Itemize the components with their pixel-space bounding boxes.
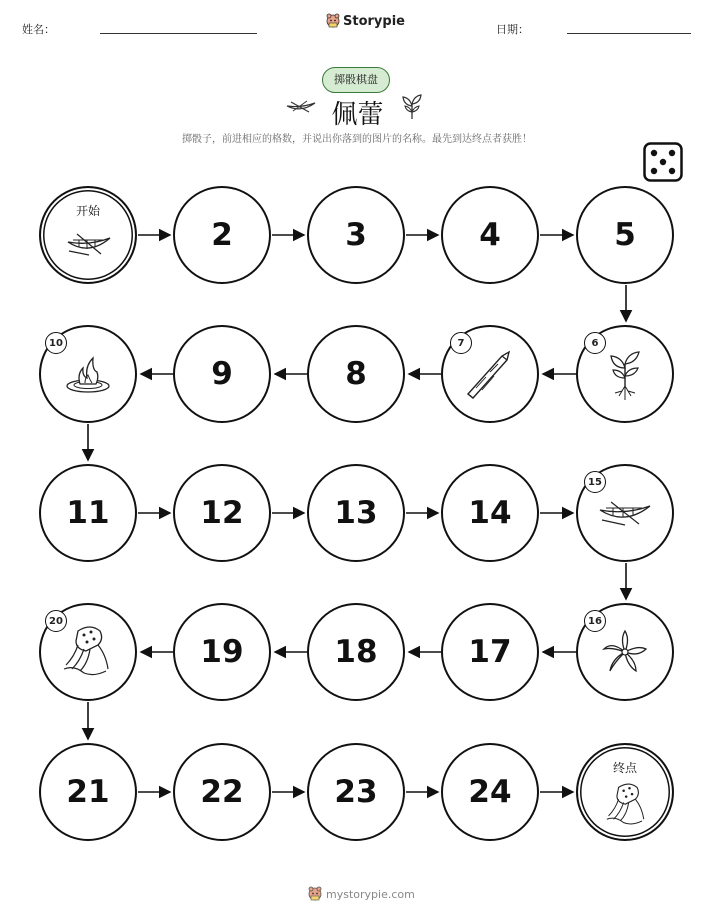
cell-number: 13 [334, 495, 378, 531]
board-cell-22[interactable] [173, 743, 271, 841]
start-label: 开始 [75, 204, 100, 218]
stick-icon [462, 346, 518, 402]
campfire-icon [63, 354, 113, 394]
board-cell-23[interactable] [307, 743, 405, 841]
storypie-mascot-icon [308, 886, 322, 902]
board-cell-3[interactable] [307, 186, 405, 284]
cell-number: 2 [211, 217, 233, 253]
cell-number: 14 [468, 495, 512, 531]
cell-number: 23 [334, 774, 378, 810]
board-cell-24[interactable] [441, 743, 539, 841]
cell-number: 12 [200, 495, 244, 531]
cell-number: 11 [66, 495, 110, 531]
instructions: 掷骰子，前进相应的格数，并说出你落到的图片的名称。最先到达终点者获胜！ [182, 134, 532, 145]
brand-name: Storypie [343, 13, 405, 29]
cell-number: 22 [200, 774, 244, 810]
waterfall-icon [602, 779, 652, 831]
board-cell-13[interactable] [307, 464, 405, 562]
cell-number: 17 [468, 634, 512, 670]
flower-icon [602, 629, 648, 675]
canoe-icon [65, 230, 113, 258]
cell-number: 4 [479, 217, 501, 253]
board-cell-5[interactable] [576, 186, 674, 284]
picture-badge-20: 20 [45, 610, 67, 632]
waterfall-icon [60, 621, 116, 683]
board-cell-12[interactable] [173, 464, 271, 562]
board-cell-14[interactable] [441, 464, 539, 562]
board-cell-21[interactable] [39, 743, 137, 841]
footer-url[interactable]: mystorypie.com [326, 887, 415, 901]
cell-number: 19 [200, 634, 244, 670]
cell-number: 18 [334, 634, 378, 670]
board-cell-19[interactable] [173, 603, 271, 701]
cell-number: 3 [345, 217, 367, 253]
activity-badge: 掷骰棋盘 [322, 67, 390, 93]
board-cell-8[interactable] [307, 325, 405, 423]
board-cell-17[interactable] [441, 603, 539, 701]
cell-number: 9 [211, 356, 233, 392]
board-cell-11[interactable] [39, 464, 137, 562]
cell-number: 5 [614, 217, 636, 253]
picture-badge-16: 16 [584, 610, 606, 632]
board-cell-2[interactable] [173, 186, 271, 284]
finish-label: 终点 [612, 761, 637, 775]
board-cell-18[interactable] [307, 603, 405, 701]
canoe-icon [597, 498, 653, 528]
picture-badge-15: 15 [584, 471, 606, 493]
board-cell-9[interactable] [173, 325, 271, 423]
picture-badge-10: 10 [45, 332, 67, 354]
cell-number: 21 [66, 774, 110, 810]
cell-number: 8 [345, 356, 367, 392]
cell-number: 24 [468, 774, 512, 810]
sprout-icon [605, 346, 645, 402]
page-title: 佩蕾 [331, 100, 384, 130]
footer [308, 886, 415, 902]
board-cell-4[interactable] [441, 186, 539, 284]
name-label: 姓名： [22, 23, 55, 36]
board-cell-start[interactable] [39, 186, 137, 284]
picture-badge-7: 7 [450, 332, 472, 354]
board-cell-finish[interactable] [576, 743, 674, 841]
date-label: 日期： [496, 23, 529, 36]
picture-badge-6: 6 [584, 332, 606, 354]
